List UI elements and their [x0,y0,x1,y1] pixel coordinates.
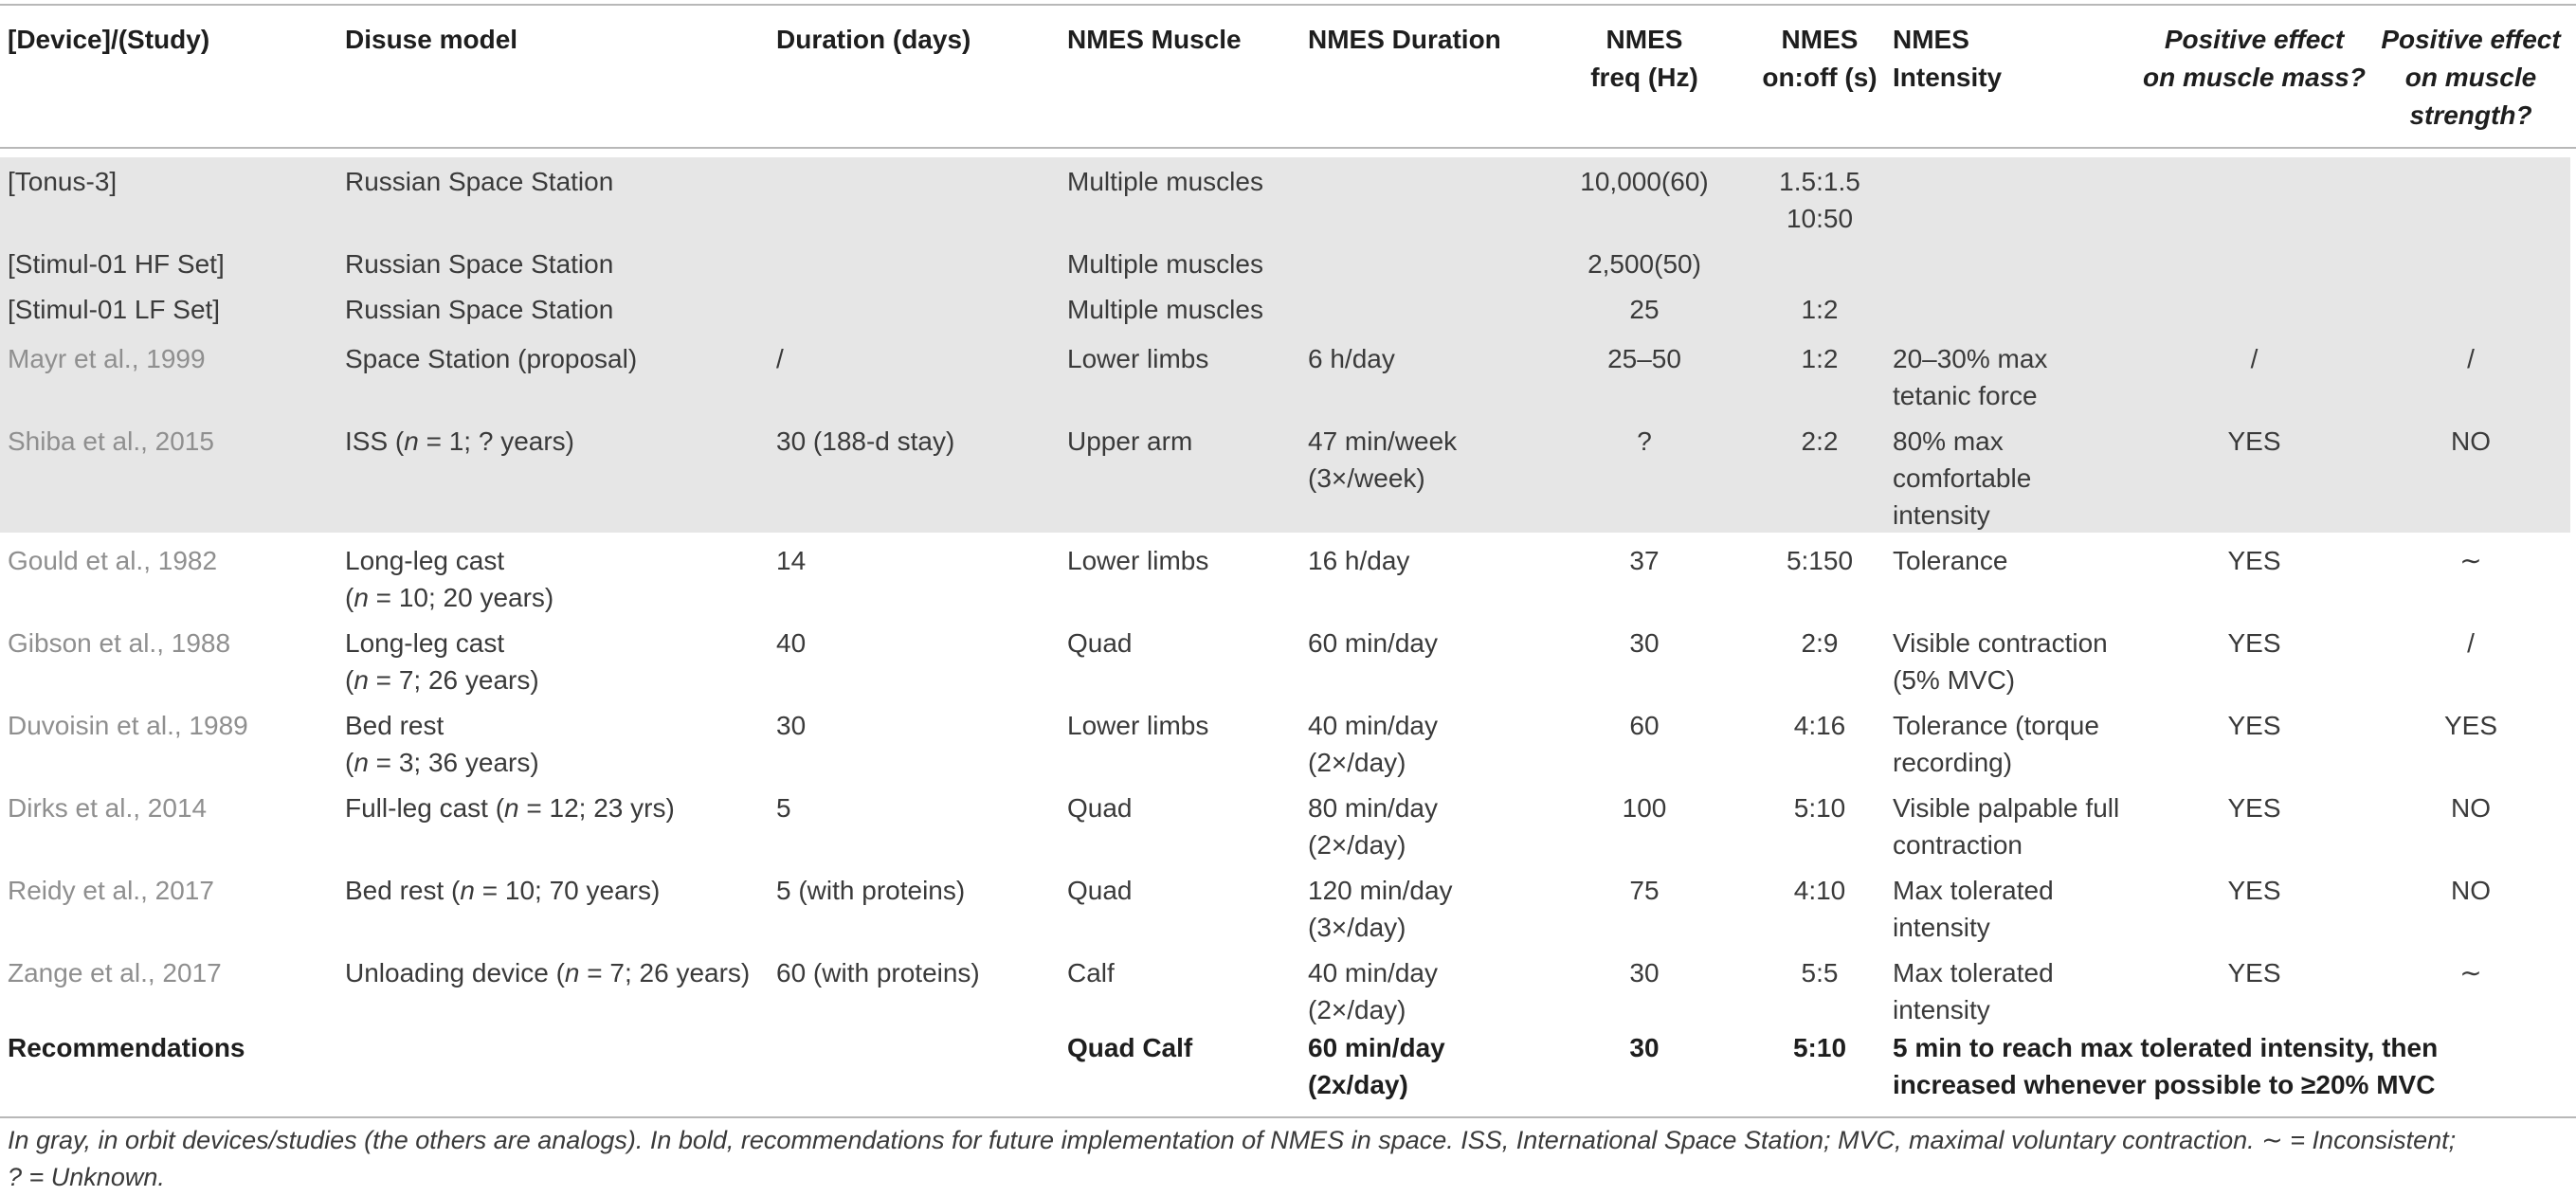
cell-line: Gibson et al., 1988 [8,628,231,658]
cell-duration [776,340,784,377]
cell-freq [1554,291,1734,328]
cell-line: Multiple muscles [1067,249,1263,279]
header-nmes-intensity [1893,21,2002,97]
header-nmes-onoff-line2: on:off (s) [1762,63,1878,92]
cell-strength [2324,625,2576,661]
cell-onoff [1753,291,1886,328]
cell-model [345,872,660,909]
cell-line: 10,000(60) [1580,167,1709,196]
cell-freq [1554,954,1734,991]
bottom-rule [0,1116,2576,1118]
cell-study [8,789,207,826]
cell-line: 60 (with proteins) [776,958,980,988]
cell-line: YES [2227,546,2281,575]
cell-line: NO [2451,793,2491,823]
cell-line: (2×/day) [1308,995,1406,1024]
cell-muscle [1067,872,1133,909]
cell-line: 40 min/day [1308,958,1438,988]
cell-onoff [1753,707,1886,744]
cell-line: YES [2227,793,2281,823]
cell-line: Lower limbs [1067,711,1209,740]
cell-strength [2324,423,2576,460]
recommendations-freq: 30 [1629,1033,1660,1062]
cell-line: 40 min/day [1308,711,1438,740]
cell-line: Mayr et al., 1999 [8,344,206,373]
cell-study [8,423,214,460]
cell-line: 120 min/day [1308,876,1453,905]
cell-line: ? [1637,426,1652,456]
recommendations-intensity-line1: 5 min to reach max tolerated intensity, then [1893,1033,2439,1062]
cell-line: Upper arm [1067,426,1193,456]
cell-muscle [1067,789,1133,826]
cell-line: Reidy et al., 2017 [8,876,214,905]
cell-line: 5:10 [1793,793,1846,823]
recommendations-muscle: Quad Calf [1067,1033,1193,1062]
cell-study [8,163,117,200]
cell-line: YES [2227,958,2281,988]
header-nmes-freq-line1: NMES [1605,25,1683,54]
header-nmes-onoff-line1: NMES [1781,25,1859,54]
cell-line: 2:9 [1801,628,1839,658]
recommendations-nmes-duration [1308,1029,1445,1103]
cell-line: Bed rest [345,711,444,740]
cell-duration [776,789,791,826]
cell-line: YES [2227,876,2281,905]
cell-line: Bed rest (n = 10; 70 years) [345,876,661,905]
cell-line: / [776,344,784,373]
cell-line: 6 h/day [1308,344,1395,373]
cell-line: Max tolerated [1893,958,2054,988]
cell-line: 1:2 [1801,295,1839,324]
cell-line: 30 [776,711,807,740]
header-nmes-muscle: NMES Muscle [1067,25,1242,54]
cell-strength [2324,789,2576,826]
cell-line: 5 (with proteins) [776,876,966,905]
cell-intensity [1893,872,2054,946]
cell-line: (n = 3; 36 years) [345,748,539,777]
cell-line: 16 h/day [1308,546,1410,575]
cell-onoff [1753,423,1886,460]
cell-nmes-duration [1308,707,1438,781]
cell-study [8,291,220,328]
cell-line: Space Station (proposal) [345,344,638,373]
cell-line: Lower limbs [1067,344,1209,373]
cell-duration [776,872,965,909]
cell-line: 1:2 [1801,344,1839,373]
top-rule [0,4,2576,6]
cell-model [345,954,750,991]
cell-freq [1554,245,1734,282]
cell-onoff [1753,542,1886,579]
cell-line: Max tolerated [1893,876,2054,905]
cell-line: 25–50 [1607,344,1681,373]
cell-model [345,245,613,282]
cell-duration [776,542,806,579]
cell-line: 25 [1629,295,1660,324]
cell-line: Long-leg cast [345,546,505,575]
cell-line: 5:150 [1786,546,1854,575]
cell-line: NO [2451,876,2491,905]
cell-model [345,707,539,781]
cell-line: Visible palpable full [1893,793,2120,823]
header-duration: Duration (days) [776,25,971,54]
cell-line: Russian Space Station [345,295,614,324]
cell-model [345,291,613,328]
cell-line: YES [2227,628,2281,658]
cell-line: Visible contraction [1893,628,2108,658]
cell-line: YES [2227,426,2281,456]
cell-duration [776,954,980,991]
cell-study [8,245,225,282]
cell-onoff [1753,625,1886,661]
header-mass-line1: Positive effect [2164,25,2345,54]
cell-nmes-duration [1308,872,1453,946]
cell-line: 2,500(50) [1587,249,1701,279]
cell-line: Multiple muscles [1067,295,1263,324]
cell-line: (3×/week) [1308,463,1425,493]
cell-freq [1554,542,1734,579]
cell-line: Lower limbs [1067,546,1209,575]
cell-study [8,872,214,909]
cell-line: 75 [1629,876,1660,905]
cell-intensity [1893,707,2099,781]
recommendations-intensity [1893,1029,2438,1103]
cell-line: / [2467,344,2475,373]
footnote-line2: ? = Unknown. [8,1163,165,1191]
cell-freq [1554,423,1734,460]
header-nmes-freq-line2: freq (Hz) [1590,63,1698,92]
cell-line: 60 [1629,711,1660,740]
cell-intensity [1893,340,2047,414]
recommendations-intensity-line2: increased whenever possible to ≥20% MVC [1893,1070,2436,1099]
cell-line: [Tonus-3] [8,167,118,196]
cell-study [8,625,230,661]
cell-strength [2324,340,2576,377]
cell-line: recording) [1893,748,2013,777]
header-strength-line1: Positive effect [2381,25,2561,54]
cell-nmes-duration [1308,954,1438,1028]
cell-strength [2324,954,2576,991]
cell-intensity [1893,542,2007,579]
cell-line: / [2467,628,2475,658]
cell-line: 2:2 [1801,426,1839,456]
cell-line: Tolerance (torque [1893,711,2099,740]
cell-duration [776,423,954,460]
cell-line: Full-leg cast (n = 12; 23 yrs) [345,793,675,823]
cell-line: YES [2443,711,2498,740]
cell-line: 30 [1629,958,1660,988]
cell-muscle [1067,291,1263,328]
cell-onoff [1753,163,1886,237]
cell-line: Gould et al., 1982 [8,546,218,575]
cell-muscle [1067,423,1192,460]
cell-model [345,163,613,200]
cell-muscle [1067,163,1263,200]
cell-line: (3×/day) [1308,913,1406,942]
cell-line: (n = 7; 26 years) [345,665,539,695]
cell-freq [1554,340,1734,377]
cell-line: [Stimul-01 LF Set] [8,295,221,324]
cell-study [8,954,222,991]
recommendations-nmes-duration-line2: (2x/day) [1308,1070,1408,1099]
cell-line: (n = 10; 20 years) [345,583,554,612]
header-nmes-duration: NMES Duration [1308,25,1501,54]
cell-line: contraction [1893,830,2023,860]
cell-line: YES [2227,711,2281,740]
cell-line: Quad [1067,628,1133,658]
cell-duration [776,625,806,661]
cell-onoff [1753,789,1886,826]
cell-line: (2×/day) [1308,830,1406,860]
cell-line: 47 min/week [1308,426,1458,456]
footnote-line1: In gray, in orbit devices/studies (the others are analogs). In bold, recommendations for future implementation of NMES in space. ISS, International Space Station; MVC, maximal voluntary contraction. ∼ = Inconsistent; [8,1126,2457,1154]
cell-line: ∼ [2459,546,2482,575]
cell-onoff [1753,340,1886,377]
header-strength-line2: on muscle [2404,63,2537,92]
cell-nmes-duration [1308,340,1395,377]
header-rule [0,147,2576,149]
recommendations-nmes-duration-line1: 60 min/day [1308,1033,1445,1062]
cell-line: 10:50 [1786,204,1854,233]
cell-line: 14 [776,546,807,575]
cell-line: 80% max [1893,426,2004,456]
cell-duration [776,707,806,744]
cell-line: 1.5:1.5 [1779,167,1860,196]
cell-onoff [1753,954,1886,991]
cell-line: ISS (n = 1; ? years) [345,426,574,456]
cell-intensity [1893,954,2054,1028]
table-footnote [8,1122,2567,1196]
cell-strength [2324,707,2576,744]
cell-muscle [1067,625,1133,661]
cell-line: NO [2451,426,2491,456]
cell-line: Zange et al., 2017 [8,958,222,988]
cell-strength [2324,542,2576,579]
cell-line: 5 [776,793,791,823]
cell-nmes-duration [1308,625,1438,661]
cell-line: [Stimul-01 HF Set] [8,249,225,279]
cell-model [345,423,574,460]
recommendations-label: Recommendations [8,1033,245,1062]
cell-nmes-duration [1308,789,1438,863]
cell-model [345,625,539,698]
cell-line: 5:5 [1801,958,1839,988]
cell-line: Quad [1067,876,1133,905]
recommendations-onoff: 5:10 [1792,1033,1847,1062]
cell-study [8,340,206,377]
header-disuse-model: Disuse model [345,25,518,54]
cell-line: 60 min/day [1308,628,1438,658]
cell-model [345,340,637,377]
header-nmes-intensity-line2: Intensity [1893,63,2003,92]
cell-line: intensity [1893,500,1990,530]
cell-intensity [1893,789,2119,863]
cell-study [8,542,217,579]
cell-line: Quad [1067,793,1133,823]
cell-line: ∼ [2459,958,2482,988]
cell-line: (5% MVC) [1893,665,2016,695]
cell-nmes-duration [1308,542,1409,579]
cell-strength [2324,872,2576,909]
cell-intensity [1893,625,2108,698]
cell-freq [1554,872,1734,909]
cell-line: (2×/day) [1308,748,1406,777]
cell-muscle [1067,245,1263,282]
cell-line: intensity [1893,913,1990,942]
cell-line: 80 min/day [1308,793,1438,823]
cell-intensity [1893,423,2031,534]
header-nmes-onoff [1753,21,1886,97]
cell-model [345,542,553,616]
cell-onoff [1753,872,1886,909]
cell-line: 30 [1629,628,1660,658]
cell-line: Calf [1067,958,1115,988]
cell-line: Multiple muscles [1067,167,1263,196]
cell-line: 37 [1629,546,1660,575]
cell-model [345,789,675,826]
header-strength [2324,21,2576,135]
cell-study [8,707,248,744]
cell-line: Tolerance [1893,546,2008,575]
cell-line: 4:16 [1793,711,1846,740]
cell-nmes-duration [1308,423,1457,497]
cell-line: intensity [1893,995,1990,1024]
cell-line: / [2250,344,2259,373]
cell-line: 100 [1622,793,1667,823]
cell-line: comfortable [1893,463,2032,493]
cell-freq [1554,625,1734,661]
cell-freq [1554,789,1734,826]
cell-muscle [1067,340,1208,377]
cell-line: Duvoisin et al., 1989 [8,711,248,740]
header-mass-line2: on muscle mass? [2143,63,2366,92]
cell-line: Dirks et al., 2014 [8,793,208,823]
cell-line: Russian Space Station [345,167,614,196]
cell-line: 4:10 [1793,876,1846,905]
cell-freq [1554,707,1734,744]
header-nmes-freq [1554,21,1734,97]
cell-muscle [1067,542,1208,579]
cell-muscle [1067,707,1208,744]
cell-line: Unloading device (n = 7; 26 years) [345,958,751,988]
cell-freq [1554,163,1734,200]
header-nmes-intensity-line1: NMES [1893,25,1969,54]
cell-line: 30 (188-d stay) [776,426,955,456]
cell-line: tetanic force [1893,381,2038,410]
cell-line: 20–30% max [1893,344,2048,373]
cell-line: 40 [776,628,807,658]
header-strength-line3: strength? [2409,100,2532,130]
cell-line: Long-leg cast [345,628,505,658]
cell-line: Shiba et al., 2015 [8,426,214,456]
header-study: [Device]/(Study) [8,25,210,54]
cell-muscle [1067,954,1115,991]
cell-line: Russian Space Station [345,249,614,279]
